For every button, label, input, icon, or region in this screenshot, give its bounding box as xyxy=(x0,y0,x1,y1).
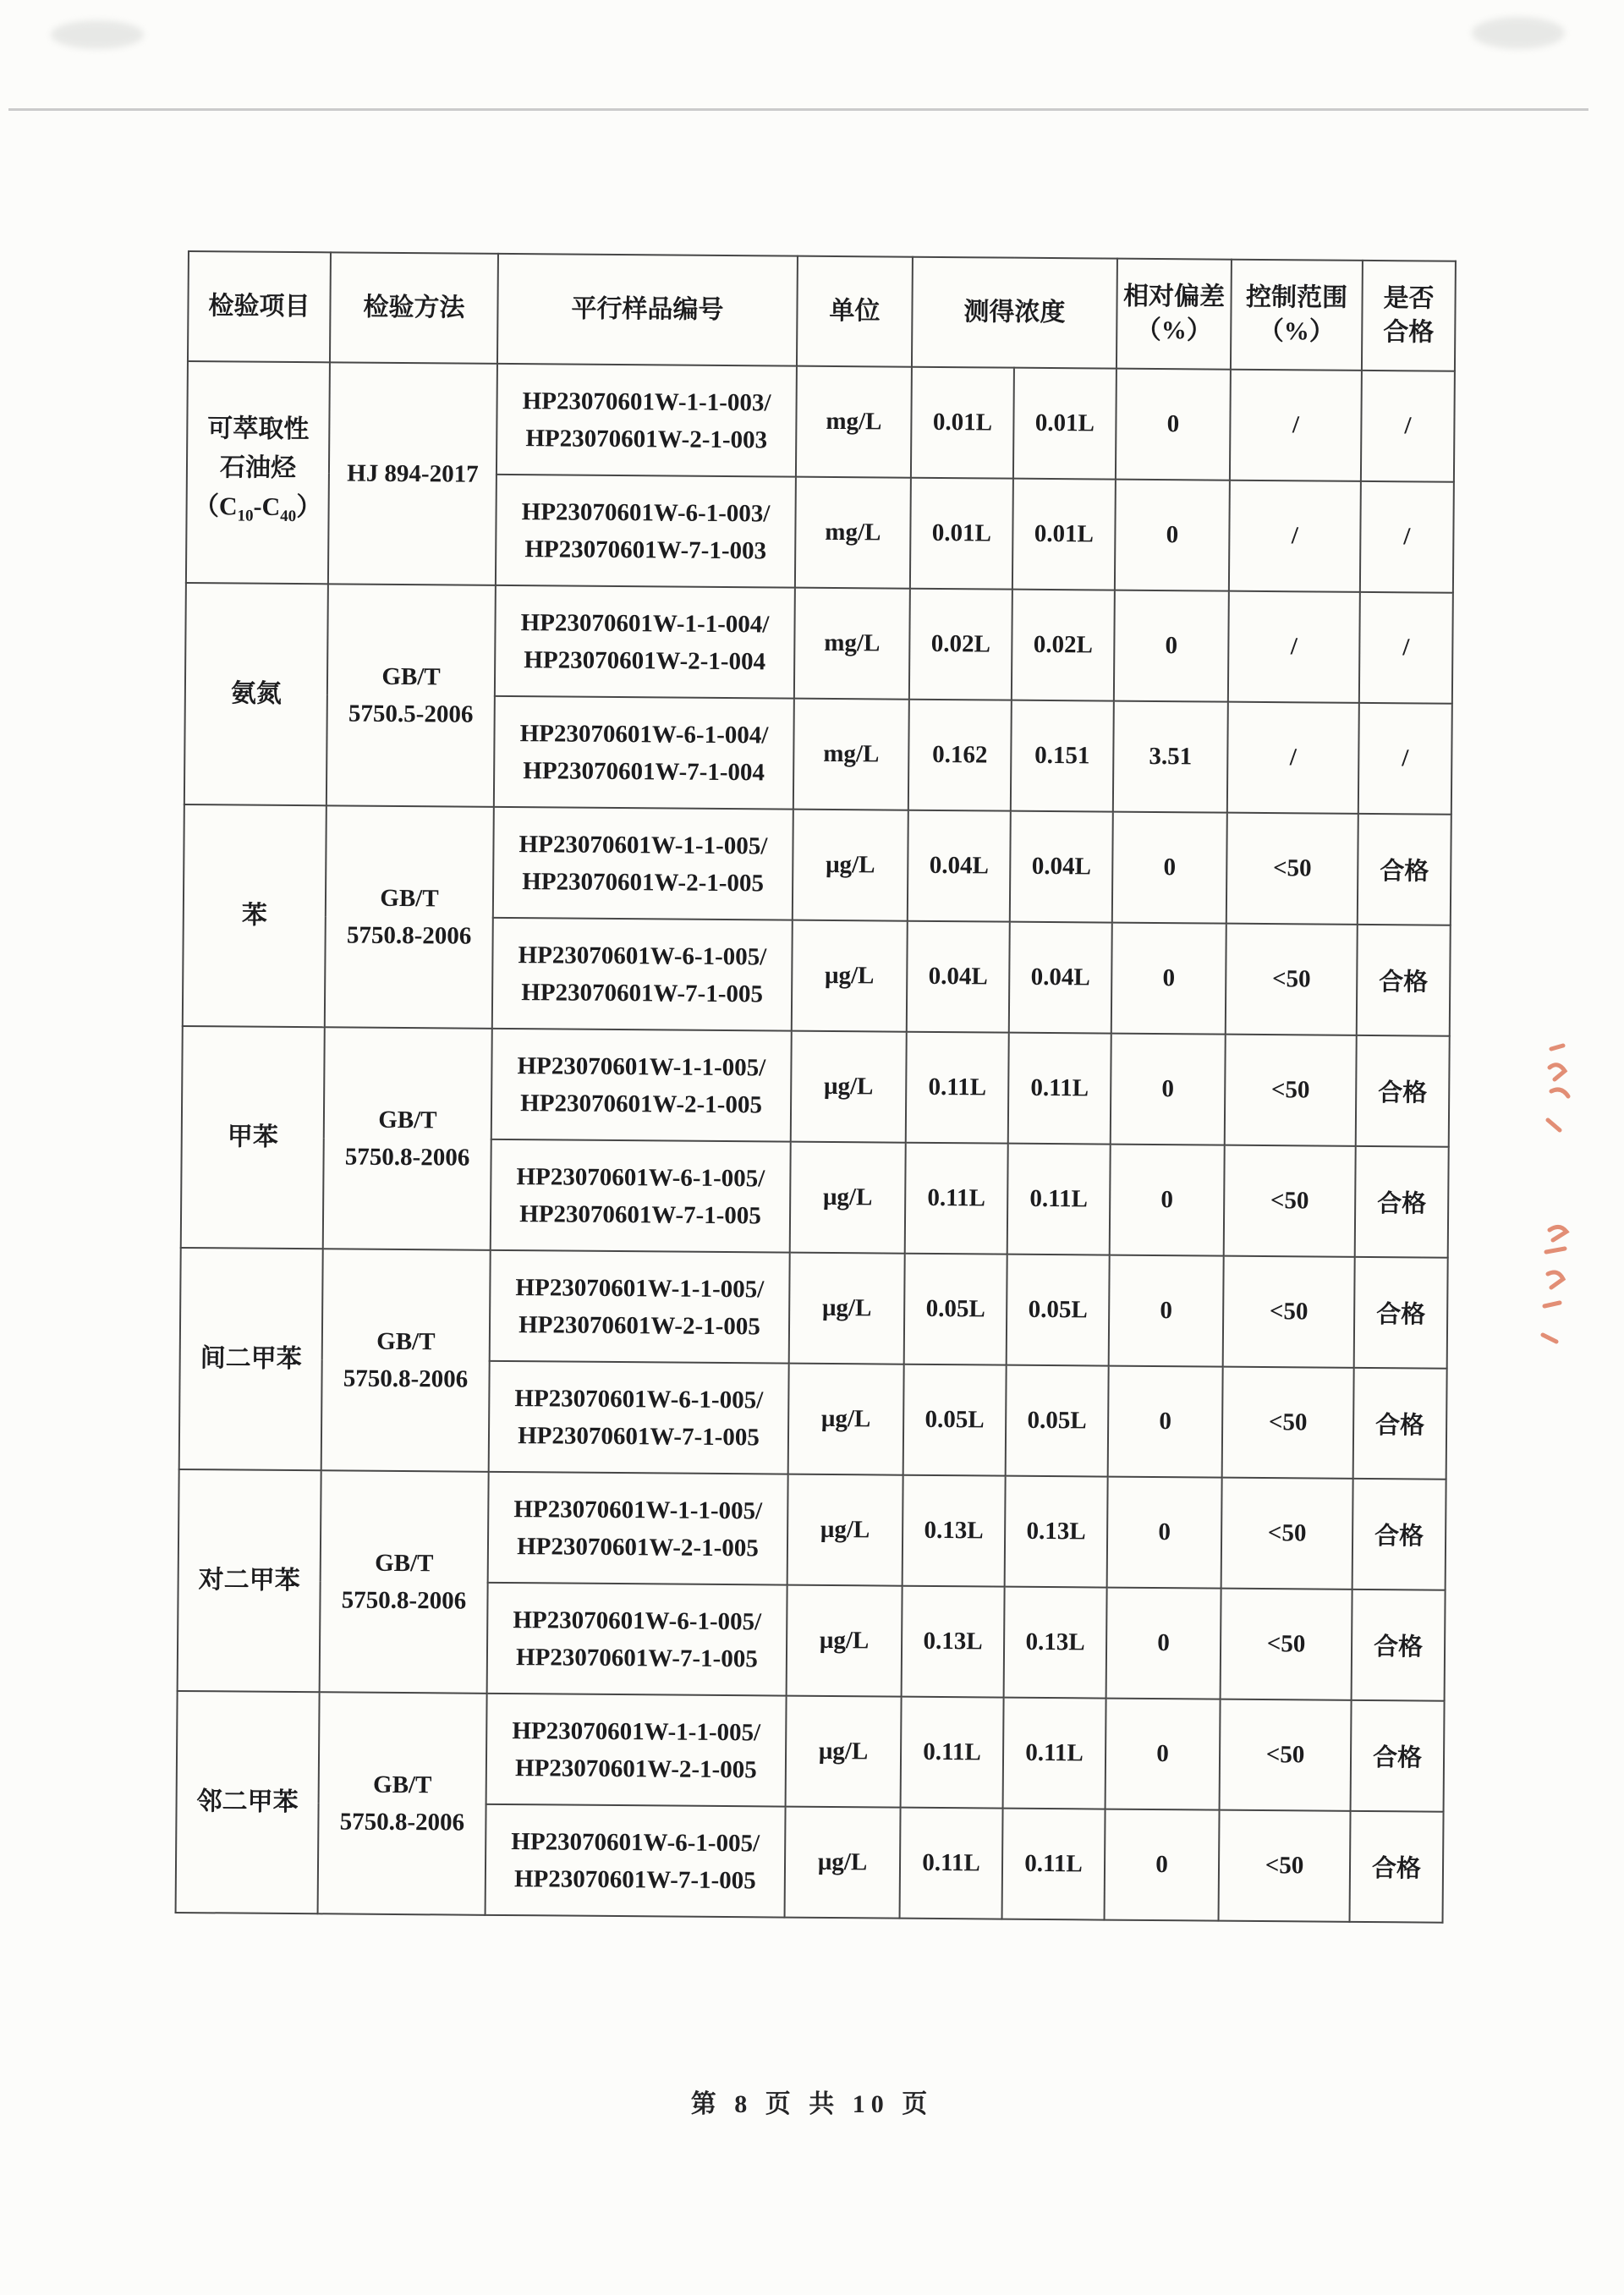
cell-sample-id: HP23070601W-1-1-004/ HP23070601W-2-1-004 xyxy=(495,585,795,699)
cell-relative-deviation: 3.51 xyxy=(1113,701,1228,813)
cell-pass: 合格 xyxy=(1355,1146,1449,1258)
cell-concentration-2: 0.01L xyxy=(1013,368,1116,480)
cell-method: GB/T 5750.8-2006 xyxy=(323,1027,492,1250)
cell-sample-id: HP23070601W-6-1-005/ HP23070601W-7-1-005 xyxy=(492,918,793,1031)
cell-pass: / xyxy=(1359,592,1453,704)
cell-control-range: <50 xyxy=(1221,1589,1352,1700)
cell-concentration-1: 0.11L xyxy=(901,1697,1004,1809)
cell-relative-deviation: 0 xyxy=(1107,1477,1222,1589)
cell-concentration-1: 0.05L xyxy=(904,1254,1007,1365)
cell-unit: mg/L xyxy=(794,588,910,700)
table-row xyxy=(187,361,1455,482)
cell-unit: μg/L xyxy=(785,1807,901,1919)
cell-sample-id: HP23070601W-6-1-005/ HP23070601W-7-1-005 xyxy=(486,1804,786,1918)
cell-control-range: / xyxy=(1230,370,1362,481)
cell-relative-deviation: 0 xyxy=(1112,812,1227,924)
cell-item: 氨氮 xyxy=(184,583,328,805)
cell-sample-id: HP23070601W-6-1-003/ HP23070601W-7-1-003 xyxy=(496,475,796,588)
cell-pass: 合格 xyxy=(1358,814,1451,925)
cell-sample-id: HP23070601W-6-1-004/ HP23070601W-7-1-004 xyxy=(494,696,794,810)
header-concentration: 测得浓度 xyxy=(912,257,1117,369)
cell-pass: 合格 xyxy=(1352,1589,1446,1701)
table-row xyxy=(184,804,1451,925)
cell-item: 苯 xyxy=(183,804,326,1027)
cell-unit: μg/L xyxy=(788,1364,904,1475)
cell-sample-id: HP23070601W-1-1-005/ HP23070601W-2-1-005 xyxy=(488,1472,788,1585)
cell-pass: 合格 xyxy=(1356,1035,1450,1147)
cell-concentration-2: 0.04L xyxy=(1010,811,1113,923)
cell-concentration-2: 0.02L xyxy=(1012,590,1115,701)
cell-control-range: <50 xyxy=(1222,1367,1354,1479)
cell-concentration-1: 0.13L xyxy=(903,1475,1006,1587)
cell-unit: μg/L xyxy=(792,920,908,1032)
cell-concentration-1: 0.11L xyxy=(900,1808,1003,1919)
cell-unit: μg/L xyxy=(787,1585,903,1697)
cell-concentration-1: 0.01L xyxy=(911,367,1014,479)
header-pass: 是否 合格 xyxy=(1362,261,1456,371)
table-row xyxy=(185,583,1453,704)
cell-relative-deviation: 0 xyxy=(1106,1699,1221,1810)
cell-method: GB/T 5750.8-2006 xyxy=(321,1249,491,1472)
cell-item: 可萃取性 石油烃 $(C_{10}-C_{40})$ xyxy=(186,361,330,584)
cell-sample-id: HP23070601W-1-1-005/ HP23070601W-2-1-005 xyxy=(490,1250,790,1364)
cell-unit: μg/L xyxy=(790,1142,906,1254)
page-number-footer: 第 8 页 共 10 页 xyxy=(690,2090,934,2118)
cell-control-range: / xyxy=(1227,702,1359,814)
cell-method: HJ 894-2017 xyxy=(328,362,497,585)
cell-pass: / xyxy=(1360,481,1454,593)
cell-unit: mg/L xyxy=(796,366,912,478)
test-results-table xyxy=(175,250,1457,1924)
cell-concentration-1: 0.05L xyxy=(903,1364,1007,1476)
cell-pass: 合格 xyxy=(1353,1368,1447,1480)
cell-pass: 合格 xyxy=(1350,1811,1444,1923)
cell-control-range: <50 xyxy=(1226,813,1358,925)
cell-relative-deviation: 0 xyxy=(1106,1588,1221,1699)
cell-sample-id: HP23070601W-6-1-005/ HP23070601W-7-1-005 xyxy=(489,1361,789,1474)
header-relative-deviation: 相对偏差 （%） xyxy=(1116,259,1232,370)
cell-method: GB/T 5750.8-2006 xyxy=(325,805,494,1029)
cell-concentration-2: 0.13L xyxy=(1005,1476,1108,1588)
cell-relative-deviation: 0 xyxy=(1110,1145,1225,1256)
cell-concentration-2: 0.11L xyxy=(1002,1809,1106,1920)
header-control-range: 控制范围 （%） xyxy=(1231,260,1363,371)
cell-unit: mg/L xyxy=(795,477,911,589)
cell-item: 对二甲苯 xyxy=(178,1469,321,1692)
cell-unit: mg/L xyxy=(793,699,909,810)
cell-relative-deviation: 0 xyxy=(1114,590,1229,702)
cell-unit: μg/L xyxy=(791,1031,907,1143)
cell-sample-id: HP23070601W-6-1-005/ HP23070601W-7-1-005 xyxy=(491,1139,791,1253)
cell-concentration-1: 0.04L xyxy=(907,921,1010,1033)
cell-concentration-2: 0.13L xyxy=(1004,1587,1107,1699)
cell-concentration-1: 0.162 xyxy=(908,700,1012,811)
cell-relative-deviation: 0 xyxy=(1115,480,1230,591)
table-header-row xyxy=(188,251,1456,371)
cell-relative-deviation: 0 xyxy=(1105,1809,1220,1921)
cell-relative-deviation: 0 xyxy=(1108,1366,1223,1478)
cell-control-range: <50 xyxy=(1225,1035,1357,1146)
cell-concentration-2: 0.05L xyxy=(1007,1255,1110,1366)
cell-unit: μg/L xyxy=(793,810,908,921)
cell-control-range: <50 xyxy=(1224,1145,1356,1257)
cell-method: GB/T 5750.8-2006 xyxy=(318,1692,487,1915)
cell-pass: 合格 xyxy=(1351,1700,1445,1812)
cell-sample-id: HP23070601W-1-1-003/ HP23070601W-2-1-003 xyxy=(497,364,797,477)
cell-concentration-2: 0.04L xyxy=(1009,922,1112,1034)
cell-concentration-2: 0.11L xyxy=(1003,1698,1106,1809)
cell-sample-id: HP23070601W-1-1-005/ HP23070601W-2-1-005 xyxy=(491,1029,792,1142)
cell-concentration-1: 0.11L xyxy=(906,1032,1009,1144)
table-row xyxy=(180,1248,1448,1369)
ink-bleed-mark xyxy=(1543,1042,1580,1145)
cell-concentration-1: 0.11L xyxy=(905,1143,1008,1255)
cell-pass: 合格 xyxy=(1354,1257,1448,1369)
cell-pass: / xyxy=(1358,703,1452,815)
cell-item: 邻二甲苯 xyxy=(176,1691,320,1913)
cell-concentration-2: 0.11L xyxy=(1008,1033,1111,1145)
cell-control-range: / xyxy=(1229,480,1361,592)
table-row xyxy=(177,1691,1445,1812)
cell-sample-id: HP23070601W-1-1-005/ HP23070601W-2-1-005 xyxy=(493,807,793,920)
cell-concentration-1: 0.04L xyxy=(908,810,1011,922)
cell-control-range: <50 xyxy=(1226,924,1358,1035)
cell-control-range: <50 xyxy=(1221,1478,1353,1589)
cell-item: 甲苯 xyxy=(181,1026,325,1249)
cell-unit: μg/L xyxy=(786,1696,902,1808)
cell-control-range: / xyxy=(1228,591,1360,703)
table-row xyxy=(182,1026,1450,1147)
cell-control-range: <50 xyxy=(1220,1699,1352,1811)
cell-sample-id: HP23070601W-6-1-005/ HP23070601W-7-1-005 xyxy=(487,1583,787,1696)
cell-method: GB/T 5750.8-2006 xyxy=(320,1470,489,1694)
cell-method: GB/T 5750.5-2006 xyxy=(326,584,496,807)
cell-unit: μg/L xyxy=(789,1253,905,1364)
item-formula: $(C_{10}-C_{40})$ xyxy=(193,491,322,525)
cell-item: 间二甲苯 xyxy=(179,1248,323,1470)
scan-smudge xyxy=(1472,17,1565,49)
cell-concentration-2: 0.01L xyxy=(1012,479,1116,590)
header-method: 检验方法 xyxy=(330,252,498,364)
cell-unit: μg/L xyxy=(787,1474,903,1586)
header-item: 检验项目 xyxy=(188,251,331,362)
header-unit: 单位 xyxy=(797,256,913,367)
cell-concentration-2: 0.11L xyxy=(1007,1144,1111,1255)
cell-concentration-1: 0.02L xyxy=(909,589,1012,700)
header-sample-id: 平行样品编号 xyxy=(497,254,798,366)
cell-sample-id: HP23070601W-1-1-005/ HP23070601W-2-1-005 xyxy=(486,1694,787,1807)
cell-concentration-1: 0.13L xyxy=(902,1586,1005,1698)
cell-pass: 合格 xyxy=(1352,1479,1446,1590)
cell-relative-deviation: 0 xyxy=(1111,1034,1226,1145)
cell-concentration-2: 0.151 xyxy=(1011,700,1114,812)
cell-control-range: <50 xyxy=(1223,1256,1355,1368)
table-row xyxy=(178,1469,1446,1590)
cell-relative-deviation: 0 xyxy=(1109,1255,1224,1367)
scan-artifact-line xyxy=(8,108,1588,111)
cell-control-range: <50 xyxy=(1219,1810,1351,1922)
cell-relative-deviation: 0 xyxy=(1111,923,1226,1035)
scan-smudge xyxy=(51,20,144,49)
cell-pass: 合格 xyxy=(1357,925,1451,1036)
ink-bleed-mark xyxy=(1538,1222,1578,1350)
cell-relative-deviation: 0 xyxy=(1116,369,1231,480)
cell-pass: / xyxy=(1361,371,1455,482)
cell-concentration-2: 0.05L xyxy=(1006,1365,1109,1477)
cell-concentration-1: 0.01L xyxy=(910,478,1013,590)
